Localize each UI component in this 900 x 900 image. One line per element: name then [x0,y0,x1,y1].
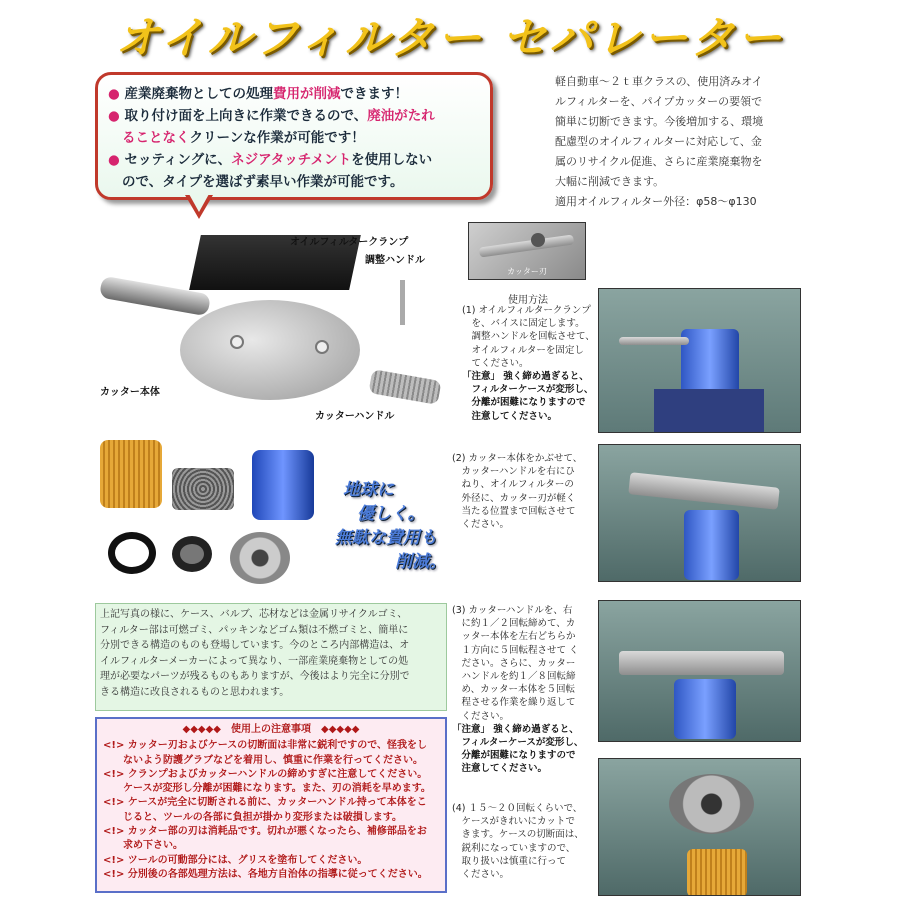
blade-arm-shape [479,234,574,257]
step-3: (3) カッターハンドルを、右 に約１／２回転締めて、カ ッター本体を左右どちらか １方向に５回転程させて く ださい。さらに、カッター ハンドルを約１／８回転締 め、カッター本体を５回転 程させる作業を繰り返して ください。 「注意」 強く締め過ぎると、 フィルターケースが変形し、 分離が困難になりますので 注意してください。 [452,605,584,775]
oil-filter-icon [681,329,739,397]
adjust-handle-shape [400,280,405,325]
label-cutter-body: カッター本体 [100,387,160,398]
caution-header: ◆◆◆◆◆ 使用上の注意事項 ◆◆◆◆◆ [182,724,360,735]
rubber-gasket-icon [108,532,156,574]
oil-filter-icon [684,510,739,580]
oil-filter-icon [674,679,736,739]
step-1: (1) オイルフィルタークランプ を、バイスに固定します。 調整ハンドルを回転させて、 オイルフィルターを固定し てください。 「注意」 強く締め過ぎると、 フィルターケースが変形し、 分離が困難になりますので 注意してください。 [462,305,595,422]
caution-box: ◆◆◆◆◆ 使用上の注意事項 ◆◆◆◆◆ <!> カッター刃およびケースの切断面は非常に鋭利ですので、怪我をし ないよう防護グラブなどを着用し、慎重に作業を行ってください。 <!> クランプおよびカッターハンドルの締めすぎに注意してください。 ケースが変形し分離が困難になります。また、刃の消耗を早めます。 <!> ケースが完全に切断される前に、カッターハンドル持って本体をこ じると、ツールの各部に負担が掛かり変形または破損します。 <!> カッター部の刃は消耗品です。切れが悪くなったら、補修部品をお 求め下さい。 <!> ツールの可動部分には、グリスを塗布してください。 <!> 分別後の各部処理方法は、各地方自治体の指導に従ってください。 [95,717,447,893]
clamp-arm-shape [619,337,689,345]
step-2: (2) カッター本体をかぶせて、 カッターハンドルを右にひ ねり、オイルフィルターの 外径に、カッター刃が軽く 当たる位置まで回転させて ください。 [452,453,583,531]
label-adjust-handle: 調整ハンドル [365,255,425,266]
feature-line-1: ● 産業廃棄物としての処理費用が削減できます！ [108,86,408,102]
cutter-plate-shape [180,300,360,400]
blade-caption: カッター刃 [507,267,547,276]
step-4-photo [598,758,801,896]
label-clamp: オイルフィルタークランプ [290,237,409,248]
feature-bubble [95,72,493,200]
step-4: (4) １５～２０回転くらいで、 ケースがきれいにカットで きます。ケースの切断面は、 鋭利になっていますので、 取り扱いは慎重に行って ください。 [452,803,584,881]
product-description: 軽自動車～２ｔ車クラスの、使用済みオイ ルフィルターを、パイプカッターの要領で 簡単に切断できます。今後増加する、環境 配慮型のオイルフィルターに対応して、金 属のリサイクル促進、さらに産業廃棄物を 大幅に削減できます。 適用オイルフィルター外径：φ58～φ130 [555,75,764,208]
recycling-info-box: 上記写真の様に、ケース、バルブ、芯材などは金属リサイクルゴミ、 フィルター部は可燃ゴミ、パッキンなどゴム類は不燃ゴミと、簡単に 分別できる構造のものも登場しています。今のところ内部構造は、オ イルフィルターメーカーによって異なり、一部産業廃棄物としての処 理が必要なパーツが残るものもありますが、今後はより完全に分別で きる構造に改良されるものと思われます。 [95,603,447,711]
label-cutter-handle: カッターハンドル [315,411,395,422]
filter-element-icon [100,440,162,508]
step-3-photo [598,600,801,742]
page-title: オイルフィルター セパレーター [115,13,785,64]
step-1-photo [598,288,801,433]
cutter-handle-shape [368,369,441,405]
eco-slogan: 地球に 優しく。 無駄な費用も 削減。 [335,480,446,572]
cutter-body-shape [619,651,784,675]
blade-icon [531,233,545,247]
step-2-photo [598,444,801,582]
filter-element-icon [687,849,747,896]
filter-case-icon [252,450,314,520]
separated-parts-photo [100,440,330,590]
product-photo [100,225,445,425]
roller-icon [315,340,329,354]
bubble-tail-inner [189,194,209,212]
vise-shape [654,389,764,433]
packing-icon [172,536,212,572]
feature-line-4: ● セッティングに、ネジアタッチメントを使用しない [108,152,433,168]
cutter-body-shape [628,472,779,510]
feature-line-3: ることなくクリーンな作業が可能です！ [122,130,365,146]
feature-line-2: ● 取り付け面を上向きに作業できるので、廃油がたれ [108,108,435,124]
cut-case-icon [669,774,754,834]
usage-title: 使用方法 [508,295,548,306]
roller-icon [230,335,244,349]
cutter-blade-photo [468,222,586,280]
core-pipe-icon [172,468,234,510]
feature-line-5: ので、タイプを選ばず素早い作業が可能です。 [122,174,404,190]
base-plate-icon [230,532,290,584]
